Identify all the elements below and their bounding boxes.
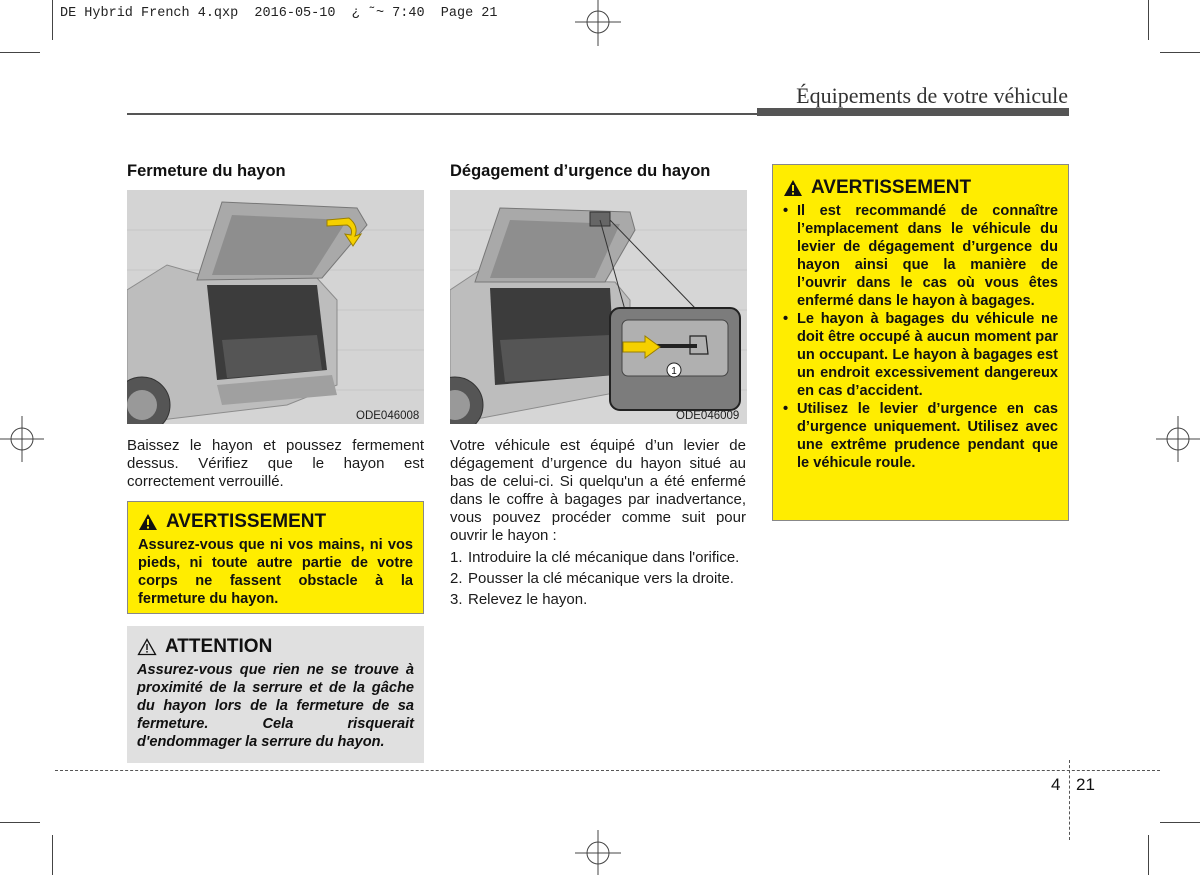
step-text: Pousser la clé mécanique vers la droite.	[468, 570, 734, 587]
tailgate-closing-photo	[127, 190, 424, 424]
warning-triangle-icon	[138, 513, 158, 531]
attention-text: Assurez-vous que rien ne se trouve à proximité de la serrure et de la gâche du hayon lors de la fermeture de sa fermeture. Cela risquerait d'endommager la serrure du hayon.	[137, 662, 414, 750]
registration-mark-top	[573, 0, 623, 48]
warning-title	[783, 177, 1058, 199]
closing-paragraph: Baissez le hayon et poussez fermement dessus. Vérifiez que le hayon est correctement verrouillé.	[127, 437, 424, 490]
warning-text: Assurez-vous que ni vos mains, ni vos pieds, ni toute autre partie de votre corps ne fassent obstacle à la fermeture du hayon.	[138, 537, 413, 607]
release-step	[450, 548, 746, 567]
warning-bullets	[783, 202, 1058, 472]
warning-triangle-icon	[783, 179, 803, 197]
warning-title-text: AVERTISSEMENT	[811, 177, 972, 198]
bullet-text: Il est recommandé de connaître l’emplacement dans le véhicule du levier de dégagement d’urgence du hayon ainsi que la manière de l’ouvrir dans le cas où vous êtes enfermé dans le hayon à bagages.	[797, 203, 1058, 309]
header-rule	[127, 113, 757, 115]
photo-code-middle: ODE046009	[676, 410, 740, 422]
release-warning-box	[772, 164, 1069, 521]
closing-attention-box	[127, 626, 424, 763]
left-heading: Fermeture du hayon	[127, 162, 286, 180]
release-paragraph: Votre véhicule est équipé d’un levier de dégagement d’urgence du hayon situé au bas de celui-ci. Si quelqu'un a été enfermé dans le coffre à bagages par inadvertance, vous pouvez procéder comme suit pour ouvrir le hayon :	[450, 437, 746, 544]
registration-mark-bottom	[573, 828, 623, 875]
warning-bullet: • Il est recommandé de connaître l’emplacement dans le véhicule du levier de dégagement d’urgence du hayon ainsi que la manière de l’ouvrir dans le cas où vous êtes enfermé dans le hayon à bagages.	[783, 203, 1058, 309]
attention-title-text: ATTENTION	[165, 636, 273, 657]
page-number: 21	[1076, 775, 1095, 794]
warning-title-text: AVERTISSEMENT	[166, 511, 327, 532]
warning-title	[138, 511, 413, 533]
release-step	[450, 590, 746, 609]
bullet-text: Utilisez le levier d’urgence en cas d’urgence uniquement. Utilisez avec une extrême prudence pendant que le véhicule roule.	[797, 401, 1058, 471]
chapter-number: 4	[1051, 775, 1061, 794]
registration-mark-right	[1154, 414, 1200, 464]
middle-heading: Dégagement d’urgence du hayon	[450, 162, 711, 180]
step-number: 3.	[450, 591, 463, 608]
registration-mark-left	[0, 414, 46, 464]
footer-vertical-dashed	[1069, 760, 1070, 840]
warning-bullet: • Le hayon à bagages du véhicule ne doit être occupé à aucun moment par un occupant. Le hayon à bagages est un endroit excessivement dangereux en cas d’accident.	[783, 311, 1058, 399]
section-title: Équipements de votre véhicule	[796, 83, 1068, 108]
step-text: Introduire la clé mécanique dans l'orifice.	[468, 549, 740, 566]
release-steps	[450, 548, 746, 609]
caution-triangle-icon	[137, 638, 157, 656]
attention-title	[137, 636, 414, 658]
photo-code-left: ODE046008	[356, 410, 420, 422]
step-number: 2.	[450, 570, 463, 587]
step-text: Relevez le hayon.	[468, 591, 588, 608]
callout-number: 1	[671, 366, 677, 377]
warning-bullet: • Utilisez le levier d’urgence en cas d’urgence uniquement. Utilisez avec une extrême prudence pendant que le véhicule roule.	[783, 401, 1058, 471]
header-rule-thick	[757, 108, 1069, 116]
step-number: 1.	[450, 549, 463, 566]
printer-slug: DE Hybrid French 4.qxp 2016-05-10 ¿ ˜~ 7:40 Page 21	[60, 6, 498, 21]
closing-warning-box	[127, 501, 424, 614]
footer-dashed-rule	[55, 770, 1160, 771]
emergency-release-photo	[450, 190, 747, 424]
bullet-text: Le hayon à bagages du véhicule ne doit être occupé à aucun moment par un occupant. Le hayon à bagages est un endroit excessivement dangereux en cas d’accident.	[797, 311, 1058, 399]
release-step	[450, 569, 746, 588]
